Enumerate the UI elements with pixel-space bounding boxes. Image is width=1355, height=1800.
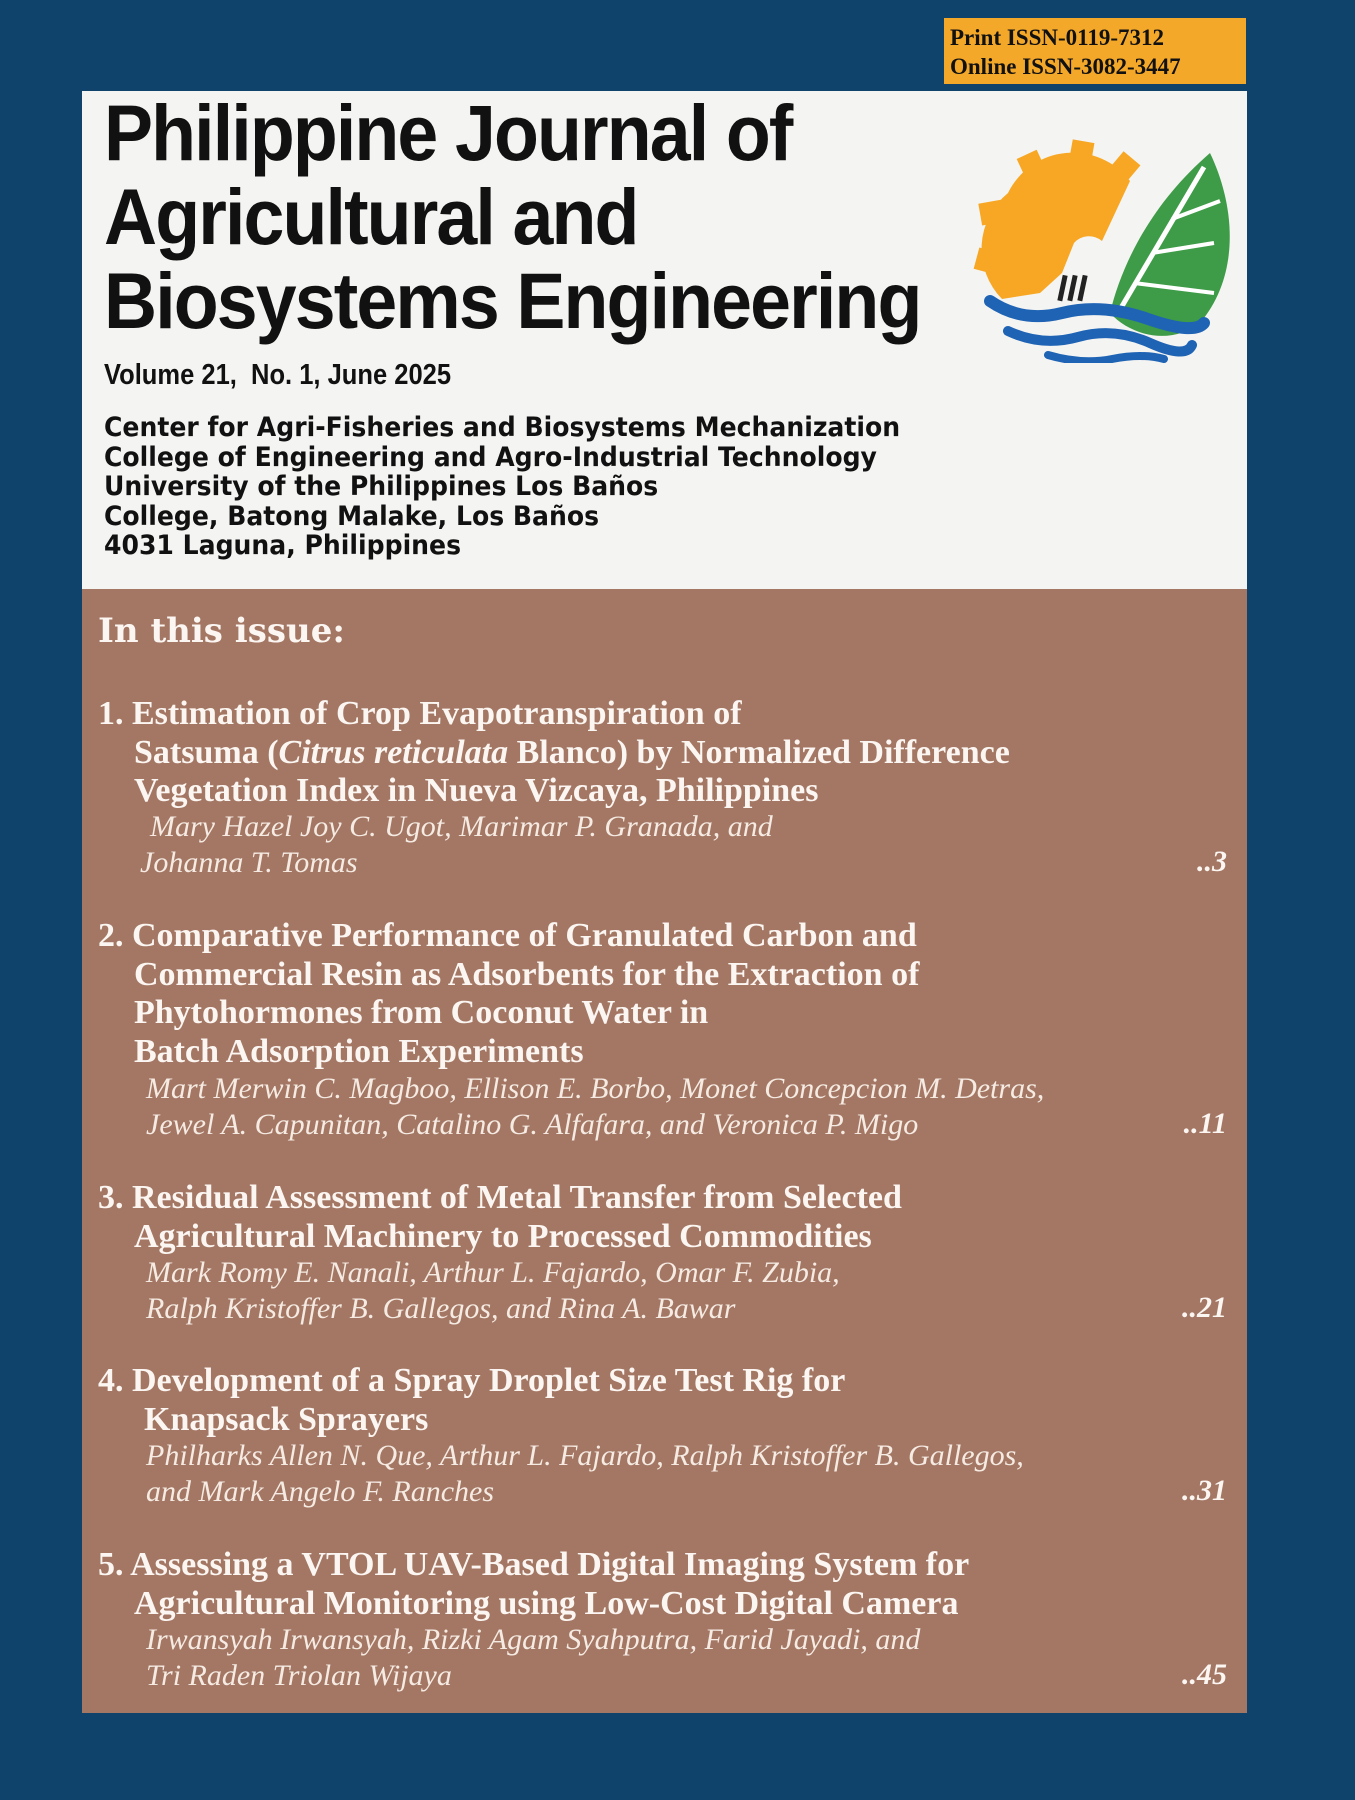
article-title-line: Commercial Resin as Adsorbents for the Extraction of	[134, 955, 920, 993]
article-title-line: Agricultural Monitoring using Low-Cost Digital Camera	[134, 1584, 959, 1622]
article-number: 4.	[98, 1362, 124, 1399]
article-authors-line: Mark Romy E. Nanali, Arthur L. Fajardo, Omar F. Zubia,	[146, 1256, 840, 1289]
publisher-address	[104, 413, 900, 561]
article-authors	[146, 1438, 1024, 1510]
article-title	[98, 1179, 902, 1256]
article-page-number: ..11	[1183, 1107, 1227, 1140]
article-page-number: ..45	[1182, 1658, 1227, 1691]
article-authors-line: and Mark Angelo F. Ranches	[146, 1475, 495, 1508]
article-number: 1.	[98, 695, 124, 732]
table-of-contents	[82, 589, 1247, 1713]
article-title	[98, 695, 1010, 811]
journal-header	[82, 88, 1247, 589]
article-authors-line: Irwansyah Irwansyah, Rizki Agam Syahputra, Farid Jayadi, and	[146, 1623, 921, 1656]
journal-title-line: Agricultural and	[104, 172, 638, 261]
publisher-line: College, Batong Malake, Los Baños	[104, 500, 600, 532]
article-authors-line: Johanna T. Tomas	[140, 846, 358, 879]
article-title-line: Satsuma (Citrus reticulata Blanco) by Normalized Difference	[134, 733, 1010, 771]
article-authors-line: Philharks Allen N. Que, Arthur L. Fajardo, Ralph Kristoffer B. Gallegos,	[146, 1439, 1024, 1472]
article-page-number: ..31	[1182, 1474, 1227, 1507]
article-page-number: ..21	[1182, 1291, 1227, 1324]
article-title	[98, 1362, 845, 1439]
article-authors	[140, 809, 773, 881]
article-authors	[146, 1622, 920, 1694]
article-number: 2.	[98, 917, 124, 954]
article-title-line: Batch Adsorption Experiments	[134, 1032, 584, 1070]
article-title-line: Assessing a VTOL UAV-Based Digital Imaging System for	[130, 1546, 970, 1583]
article-title-line: Comparative Performance of Granulated Carbon and	[132, 917, 917, 954]
article-page-number: ..3	[1197, 845, 1227, 878]
publisher-line: College of Engineering and Agro-Industrial Technology	[104, 441, 877, 473]
article-authors-line: Mary Hazel Joy C. Ugot, Marimar P. Granada, and	[150, 810, 773, 843]
publisher-line: 4031 Laguna, Philippines	[104, 530, 462, 561]
article-title-line: Phytohormones from Coconut Water in	[134, 994, 709, 1031]
article-number: 3.	[98, 1179, 124, 1216]
publisher-line: Center for Agri-Fisheries and Biosystems Mechanization	[104, 412, 901, 443]
article-number: 5.	[98, 1546, 124, 1583]
article-title-line: Development of a Spray Droplet Size Test Rig for	[132, 1362, 846, 1399]
article-title-line: Knapsack Sprayers	[144, 1400, 429, 1438]
article-authors-line: Tri Raden Triolan Wijaya	[146, 1659, 452, 1692]
article-title	[98, 917, 919, 1071]
online-issn: Online ISSN-3082-3447	[950, 54, 1181, 79]
publisher-line: University of the Philippines Los Baños	[104, 471, 659, 502]
article-title-line: Agricultural Machinery to Processed Commodities	[134, 1217, 872, 1255]
article-title-line: Vegetation Index in Nueva Vizcaya, Philippines	[134, 772, 819, 809]
journal-logo-icon	[952, 123, 1242, 363]
article-authors	[146, 1255, 840, 1327]
issn-box	[944, 18, 1246, 84]
journal-title-line: Biosystems Engineering	[104, 256, 921, 345]
article-authors-line: Jewel A. Capunitan, Catalino G. Alfafara, and Veronica P. Migo	[146, 1108, 919, 1141]
article-authors-line: Ralph Kristoffer B. Gallegos, and Rina A. Bawar	[146, 1292, 736, 1325]
contents-heading: In this issue:	[98, 611, 345, 651]
volume-info: Volume 21, No. 1, June 2025	[104, 359, 452, 391]
scientific-name: Citrus reticulata	[278, 733, 509, 771]
article-title-line: Estimation of Crop Evapotranspiration of	[132, 695, 742, 732]
article-authors	[146, 1071, 1044, 1143]
article-title	[98, 1546, 969, 1623]
article-authors-line: Mart Merwin C. Magboo, Ellison E. Borbo, Monet Concepcion M. Detras,	[146, 1072, 1045, 1105]
journal-title-line: Philippine Journal of	[104, 88, 792, 177]
print-issn: Print ISSN-0119-7312	[950, 25, 1165, 50]
journal-title	[104, 88, 941, 345]
article-title-line: Residual Assessment of Metal Transfer from Selected	[132, 1179, 902, 1216]
